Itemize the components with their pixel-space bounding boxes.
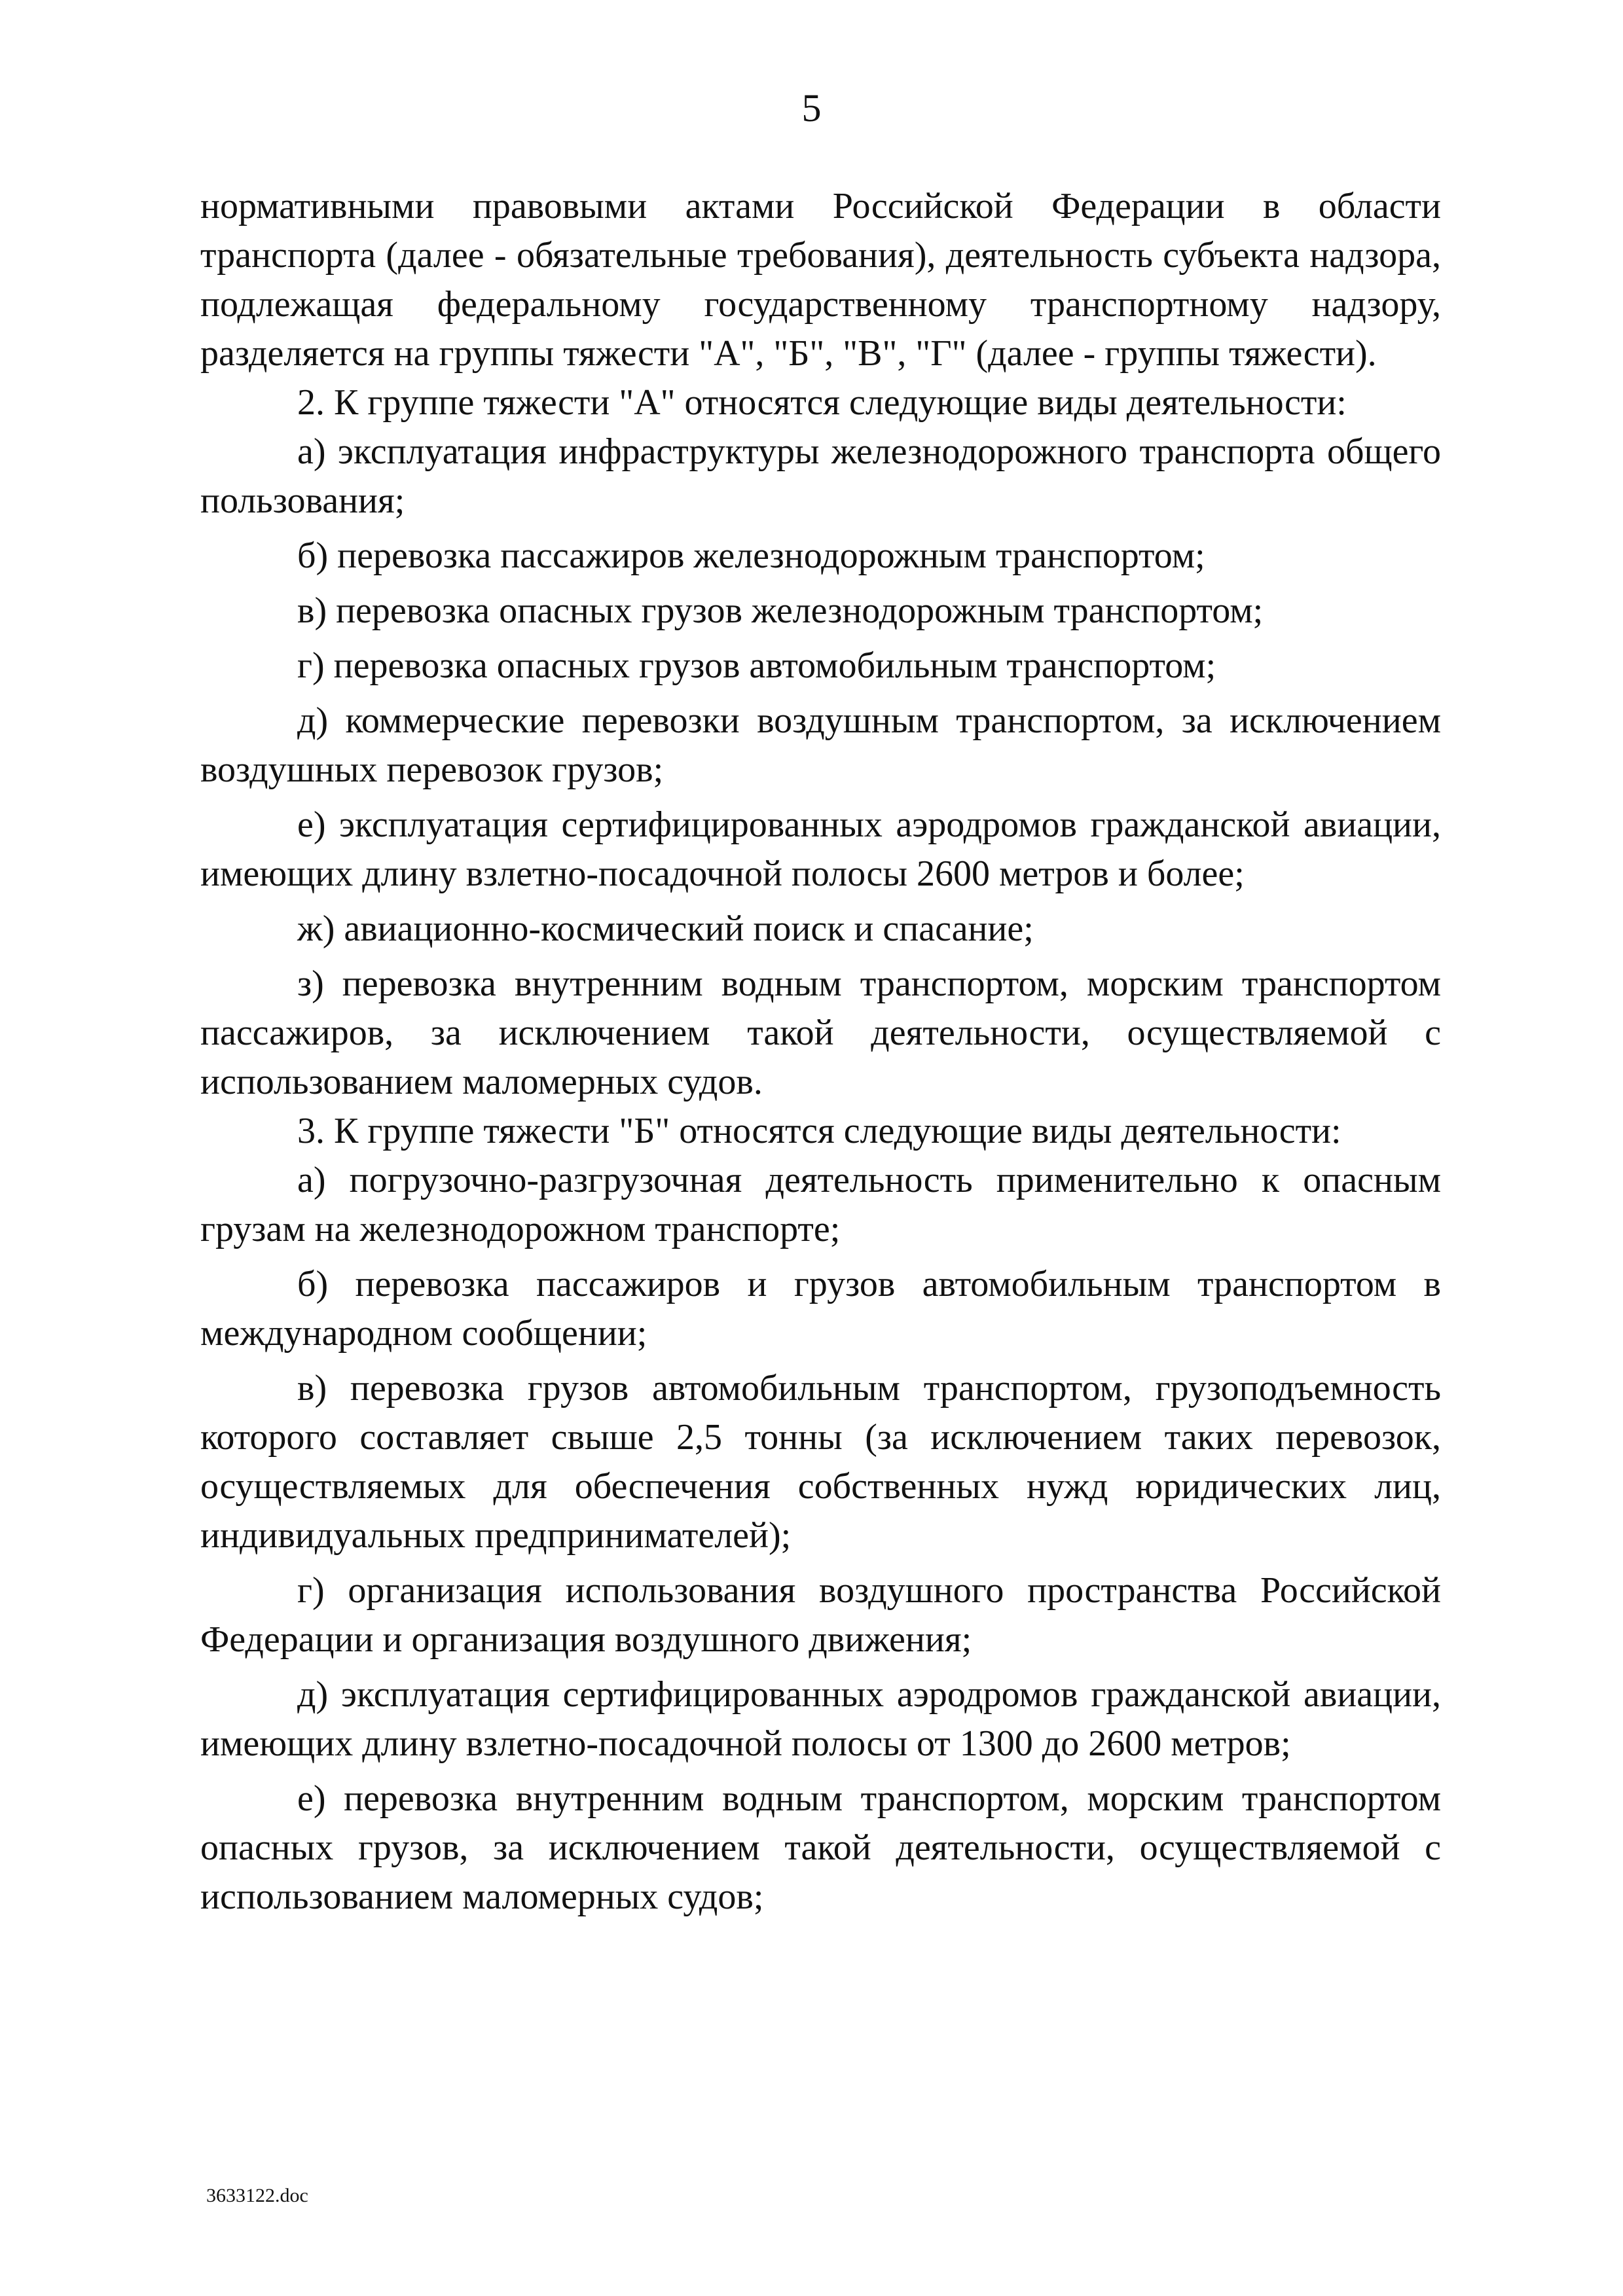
list-item-2v: в) перевозка опасных грузов железнодорожным транспортом; [297, 590, 1264, 631]
paragraph-section-2-heading: 2. К группе тяжести "А" относятся следующие виды деятельности: [297, 382, 1347, 423]
list-item-3d: д) эксплуатация сертифицированных аэродромов гражданской авиации, имеющих длину взлетно-посадочной полосы от 1300 до 2600 метров; [200, 1674, 1441, 1764]
document-body [200, 182, 1441, 1922]
list-item-3e: е) перевозка внутренним водным транспортом, морским транспортом опасных грузов, за исключением такой деятельности, осуществляемой с использованием маломерных судов; [200, 1778, 1441, 1917]
footer-filename: 3633122.doc [206, 2185, 308, 2206]
paragraph-section-3-heading: 3. К группе тяжести "Б" относятся следующие виды деятельности: [297, 1111, 1341, 1151]
page-number: 5 [801, 86, 822, 130]
list-item-2z: з) перевозка внутренним водным транспортом, морским транспортом пассажиров, за исключением такой деятельности, осуществляемой с использованием маломерных судов. [200, 963, 1441, 1102]
list-item-2a: а) эксплуатация инфраструктуры железнодорожного транспорта общего пользования; [200, 431, 1441, 521]
list-item-2e: е) эксплуатация сертифицированных аэродромов гражданской авиации, имеющих длину взлетно-посадочной полосы 2600 метров и более; [200, 804, 1441, 894]
list-item-2zh: ж) авиационно-космический поиск и спасание; [297, 908, 1034, 949]
paragraph-continuation: нормативными правовыми актами Российской Федерации в области транспорта (далее - обязательные требования), деятельность субъекта надзора, подлежащая федеральному государственному транспортному надзору, разделяется на группы тяжести "А", "Б", "В", "Г" (далее - группы тяжести). [200, 186, 1441, 374]
list-item-3v: в) перевозка грузов автомобильным транспортом, грузоподъемность которого составляет свыше 2,5 тонны (за исключением таких перевозок, осуществляемых для обеспечения собственных нужд юридических лиц, индивидуальных предпринимателей); [200, 1368, 1441, 1556]
list-item-2b: б) перевозка пассажиров железнодорожным транспортом; [297, 535, 1205, 576]
list-item-3g: г) организация использования воздушного пространства Российской Федерации и организация воздушного движения; [200, 1570, 1441, 1660]
list-item-2d: д) коммерческие перевозки воздушным транспортом, за исключением воздушных перевозок грузов; [200, 700, 1441, 790]
list-item-2g: г) перевозка опасных грузов автомобильным транспортом; [297, 645, 1216, 686]
list-item-3a: а) погрузочно-разгрузочная деятельность применительно к опасным грузам на железнодорожном транспорте; [200, 1160, 1441, 1249]
list-item-3b: б) перевозка пассажиров и грузов автомобильным транспортом в международном сообщении; [200, 1264, 1441, 1354]
